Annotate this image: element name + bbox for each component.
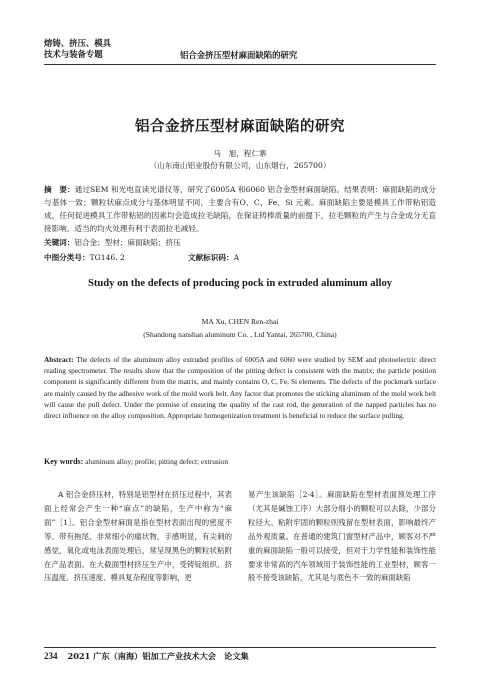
- journal-section: [44, 38, 111, 60]
- body-column-left: A 铝合金挤压材，特别是铝型材在挤压过程中，其表面上经常会产生一种“麻点”的缺陷，生产中称为“麻面”［1］。铝合金型材麻面是指在型材表面出现的密度不等、带有拖尾、非常细小的瘤状物，手感明显，有尖刺的感觉，氧化或电泳表面处理后，常呈现黑色的颗粒状粘附在产品表面。在大截面型材挤压生产中，受铸锭组织、挤压温度、挤压速度、模具复杂程度等影响，更: [44, 490, 232, 583]
- journal-line-1: 熔铸、挤压、模具: [44, 38, 111, 48]
- authors-cn: 马 旭，程仁寨: [213, 149, 267, 158]
- body-column-right: 易产生该缺陷［2-4］。麻面缺陷在型材表面预处理工序（尤其是碱蚀工序）大部分细小的颗粒可以去除，少部分粒径大、粘附牢固的颗粒则残留在型材表面，影响最终产品外观质量。在普通的建筑门窗型材产品中，顾客对不严重的麻面缺陷一般可以接受，但对于力学性能和装饰性能要求非常高的汽车领域用于装饰性能的工业型材，顾客一般不接受该缺陷，尤其是与底色不一致的麻面缺陷: [248, 490, 436, 583]
- keywords-cn-text: 铝合金；型材；麻面缺陷；挤压: [74, 238, 181, 247]
- header-rule: [44, 64, 436, 65]
- page-number: 234: [44, 651, 58, 661]
- affiliation-cn: （山东南山铝业股份有限公司，山东烟台，265700）: [149, 161, 331, 170]
- abstract-cn: [44, 183, 436, 235]
- keywords-cn-label: 关键词：: [44, 238, 75, 247]
- paper-title-en: Study on the defects of producing pock in extruded aluminum alloy: [87, 278, 393, 289]
- clc-value: TG146. 2: [89, 253, 125, 262]
- clc-label: 中图分类号：: [44, 253, 90, 262]
- page-footer: [44, 651, 249, 662]
- proceedings-title: 2021 广东（南海）铝加工产业技术大会 论文集: [67, 651, 249, 661]
- footer-rule: [44, 647, 436, 648]
- doc-code: [188, 252, 239, 263]
- abstract-en: [44, 354, 436, 421]
- abstract-en-text: The defects of the aluminum alloy extruded profiles of 6005A and 6060 were studied by SEM and photoelectric direct reading spectrometer. The results show that the composition of the pitting defect is consistent with the matrix; the particle position component is significantly different from the matrix, and mainly contains O, C, Fe, Si elements. The defects of the pockmark surface are mainly caused by the adhesive work of the mold work belt. Any factor that promotes the sticking aluminum of the mold work belt will cause the pull defect. Under the premise of ensuring the quality of the cast rod, the generation of the napped particles has no direct influence on the alloy composition. Appropriate homogenization treatment is beneficial to reduce the surface pulling.: [44, 355, 436, 421]
- keywords-cn: [44, 237, 181, 248]
- running-title: 铝合金挤压型材麻面缺陷的研究: [180, 50, 298, 60]
- authors-en: MA Xu, CHEN Ren-zhai: [201, 317, 279, 326]
- classification-line: [44, 252, 436, 263]
- keywords-en: [44, 457, 436, 466]
- running-head: [44, 38, 436, 66]
- keywords-en-text: aluminum alloy; profile; pitting defect; extrusion: [85, 457, 229, 466]
- doc-code-value: A: [233, 253, 240, 262]
- abstract-en-label: Abstract:: [44, 355, 74, 364]
- abstract-cn-label: 摘 要：: [44, 185, 75, 194]
- doc-code-label: 文献标识码：: [188, 253, 234, 262]
- abstract-cn-text: 通过SEM 和光电直读光谱仪等，研究了6005A 和6060 铝合金型材麻面缺陷。结果表明：麻面缺陷的成分与基体一致；颗粒状麻点成分与基体明显不同，主要含有O、C、Fe、Si 元素。麻面缺陷主要是模具工作带粘铝造成，任何促进模具工作带粘铝的因素均会造成拉毛缺陷，在保证铸棒质量的前提下，拉毛颗粒的产生与合金成分无直接影响。适当的均火处理有利于表面拉毛减轻。: [44, 185, 436, 233]
- paper-title-cn: 铝合金挤压型材麻面缺陷的研究: [135, 118, 345, 135]
- affiliation-en: (Shandong nanshan aluminum Co. , Ltd Yantai, 265700, China): [143, 330, 337, 339]
- keywords-en-label: Key words:: [44, 457, 84, 466]
- journal-line-2: 技术与装备专题: [44, 49, 103, 59]
